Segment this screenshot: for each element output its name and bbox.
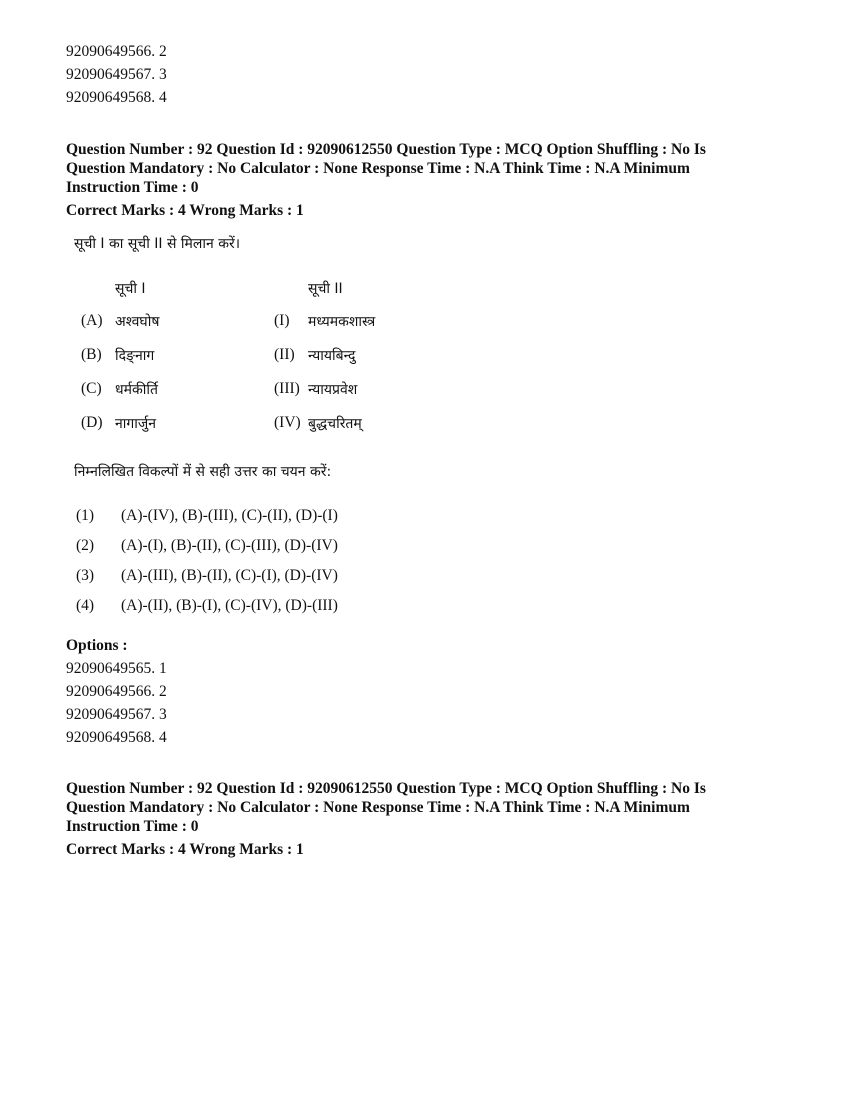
option-line: 92090649568. 4 <box>66 729 167 746</box>
option-line: 92090649566. 2 <box>66 43 167 60</box>
row-right-text: मध्यमकशास्त्र <box>308 314 376 330</box>
option-line: 92090649568. 4 <box>66 89 167 106</box>
option-line: 92090649567. 3 <box>66 66 167 83</box>
question-header-line: Question Mandatory : No Calculator : None Response Time : N.A Think Time : N.A Minimum <box>66 799 690 816</box>
option-line: 92090649567. 3 <box>66 706 167 723</box>
question-instruction: निम्नलिखित विकल्पों में से सही उत्तर का चयन करें: <box>74 464 332 480</box>
row-right-text: न्यायप्रवेश <box>308 382 358 398</box>
row-right-text: न्यायबिन्दु <box>308 348 356 364</box>
list2-header: सूची II <box>308 281 343 297</box>
choice-text: (A)-(III), (B)-(II), (C)-(I), (D)-(IV) <box>121 567 338 584</box>
options-label: Options : <box>66 637 128 654</box>
row-left-text: अश्वघोष <box>115 314 160 330</box>
row-right-label: (II) <box>274 346 295 363</box>
row-right-label: (III) <box>274 380 300 397</box>
choice-text: (A)-(IV), (B)-(III), (C)-(II), (D)-(I) <box>121 507 338 524</box>
question-header-line: Instruction Time : 0 <box>66 179 199 196</box>
question-header-line: Instruction Time : 0 <box>66 818 199 835</box>
marks-line: Correct Marks : 4 Wrong Marks : 1 <box>66 841 304 858</box>
choice-text: (A)-(I), (B)-(II), (C)-(III), (D)-(IV) <box>121 537 338 554</box>
row-right-text: बुद्धचरितम् <box>308 416 362 432</box>
question-header-line: Question Mandatory : No Calculator : None Response Time : N.A Think Time : N.A Minimum <box>66 160 690 177</box>
option-line: 92090649565. 1 <box>66 660 167 677</box>
choice-number: (4) <box>76 597 95 614</box>
row-left-label: (B) <box>81 346 102 363</box>
row-left-label: (D) <box>81 414 103 431</box>
question-header-line: Question Number : 92 Question Id : 92090612550 Question Type : MCQ Option Shuffling : No Is <box>66 141 706 158</box>
choice-number: (3) <box>76 567 95 584</box>
choice-number: (1) <box>76 507 95 524</box>
row-left-label: (C) <box>81 380 102 397</box>
option-line: 92090649566. 2 <box>66 683 167 700</box>
question-prompt: सूची I का सूची II से मिलान करें। <box>74 236 241 252</box>
row-left-label: (A) <box>81 312 103 329</box>
row-right-label: (IV) <box>274 414 301 431</box>
choice-number: (2) <box>76 537 95 554</box>
row-left-text: नागार्जुन <box>115 416 157 432</box>
row-left-text: धर्मकीर्ति <box>115 382 158 398</box>
question-header-line: Question Number : 92 Question Id : 92090612550 Question Type : MCQ Option Shuffling : No Is <box>66 780 706 797</box>
marks-line: Correct Marks : 4 Wrong Marks : 1 <box>66 202 304 219</box>
list1-header: सूची I <box>115 281 146 297</box>
row-right-label: (I) <box>274 312 290 329</box>
choice-text: (A)-(II), (B)-(I), (C)-(IV), (D)-(III) <box>121 597 338 614</box>
row-left-text: दिङ्नाग <box>115 348 155 364</box>
